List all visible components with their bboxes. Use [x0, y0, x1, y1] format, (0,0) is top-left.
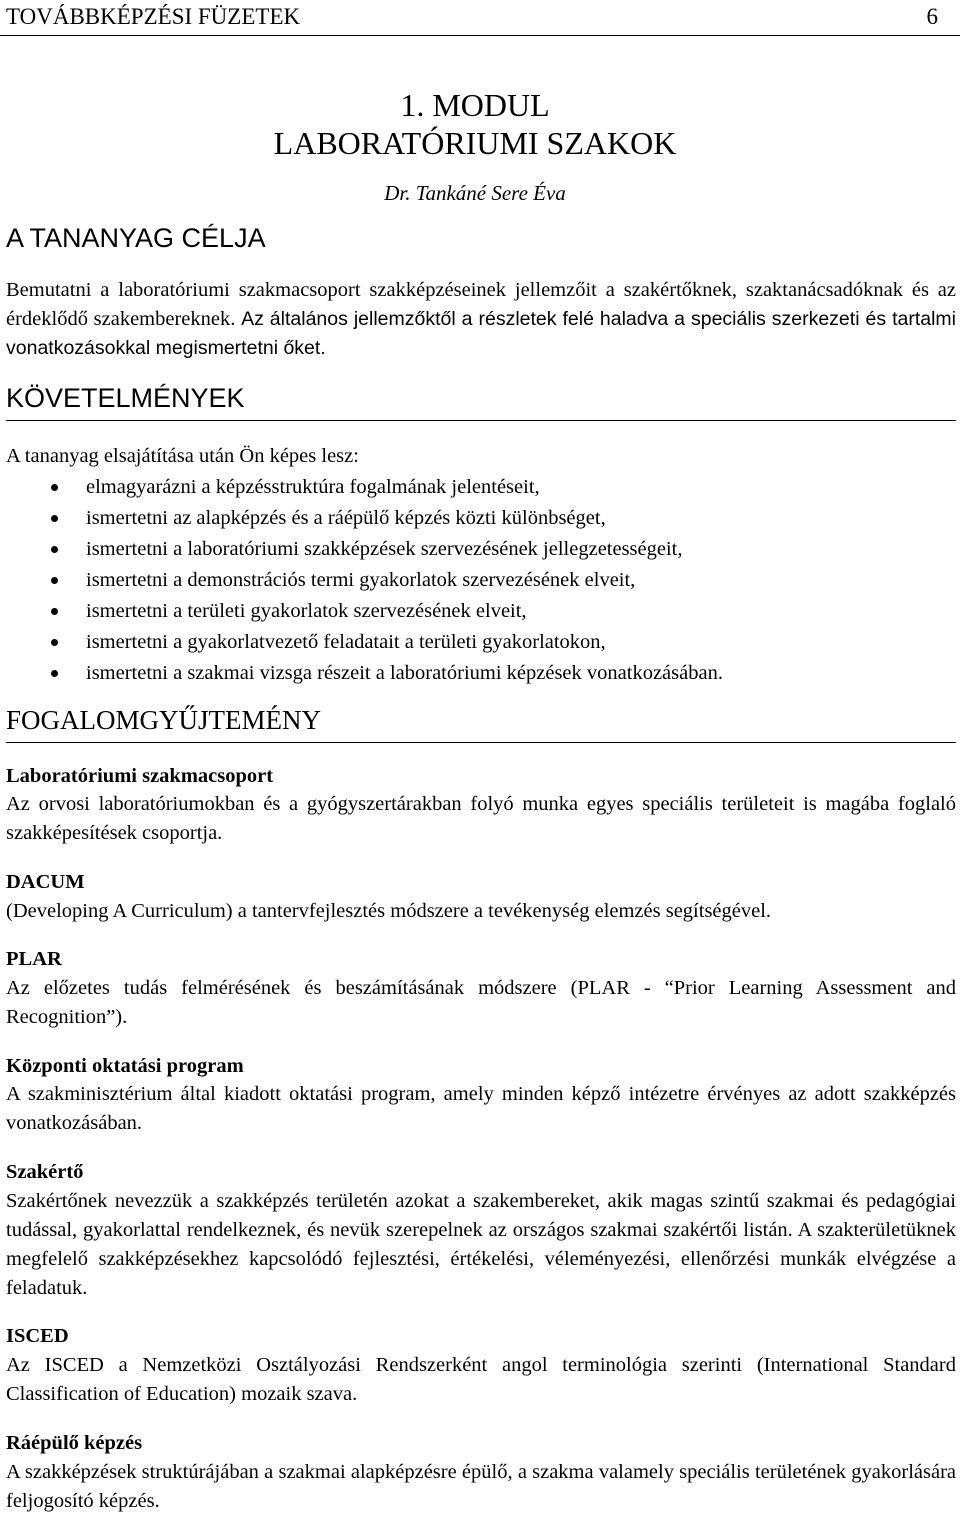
- list-item-text: ismertetni a laboratóriumi szakképzések szervezésének jellegzetességeit,: [86, 538, 683, 560]
- list-item: [0, 534, 960, 565]
- bullet-icon: [51, 670, 58, 677]
- bullet-icon: [51, 484, 58, 491]
- glossary-term: Központi oktatási program: [6, 1055, 244, 1077]
- glossary-definition: A szakminisztérium által kiadott oktatási program, amely minden képző intézetre érvényes az adott szakképzés vonatkozásában.: [6, 1083, 956, 1134]
- glossary-definition: Az orvosi laboratóriumokban és a gyógyszertárakban folyó munka egyes speciális területeit is magába foglaló szakképesítések csoportja.: [6, 793, 956, 844]
- bullet-icon: [51, 577, 58, 584]
- list-item: [0, 596, 960, 627]
- glossary-definition: Az ISCED a Nemzetközi Osztályozási Rendszerként angol terminológia szerinti (International Standard Classification of Education) mozaik szava.: [6, 1354, 956, 1405]
- author: Dr. Tankáné Sere Éva: [384, 181, 566, 205]
- bullet-icon: [51, 515, 58, 522]
- page-number: 6: [926, 4, 938, 29]
- glossary-term: Laboratóriumi szakmacsoport: [6, 765, 274, 787]
- glossary-term: DACUM: [6, 871, 85, 893]
- running-header-title: TOVÁBBKÉPZÉSI FÜZETEK: [6, 4, 301, 29]
- list-item-text: ismertetni a gyakorlatvezető feladatait a területi gyakorlatokon,: [86, 631, 606, 653]
- requirements-heading: KÖVETELMÉNYEK: [6, 382, 956, 421]
- bullet-icon: [51, 639, 58, 646]
- bullet-icon: [51, 546, 58, 553]
- list-item-text: ismertetni az alapképzés és a ráépülő képzés közti különbséget,: [86, 507, 606, 529]
- glossary-term: ISCED: [6, 1325, 69, 1347]
- glossary-definition: Szakértőnek nevezzük a szakképzés területén azokat a szakembereket, akik magas szintű szakmai és pedagógiai tudással, gyakorlattal rendelkeznek, és nevük szerepelnek az országos szakmai szakértői listán. A szakterületüknek megfelelő szakképzésekhez kapcsolódó fejlesztési, értékelési, véleményezési, ellenőrzési munkák elvégzése a feladatuk.: [6, 1190, 956, 1299]
- list-item-text: elmagyarázni a képzésstruktúra fogalmának jelentéseit,: [86, 476, 540, 498]
- header-rule: [0, 35, 960, 36]
- glossary-term: Ráépülő képzés: [6, 1432, 143, 1454]
- aim-paragraph: [6, 276, 956, 363]
- aim-text-sans: Az általános jellemzőktől a részletek felé haladva a speciális szerkezeti és tartalmi vonatkozásokkal megismertetni őket.: [6, 308, 956, 359]
- list-item: [0, 503, 960, 534]
- list-item-text: ismertetni a demonstrációs termi gyakorlatok szervezésének elveit,: [86, 569, 636, 591]
- module-title: LABORATÓRIUMI SZAKOK: [273, 125, 677, 161]
- glossary-definition: Az előzetes tudás felmérésének és beszámításának módszere (PLAR - “Prior Learning Assessment and Recognition”).: [6, 977, 956, 1028]
- glossary-definition: (Developing A Curriculum) a tantervfejlesztés módszere a tevékenység elemzés segítségével.: [6, 900, 772, 922]
- list-item-text: ismertetni a szakmai vizsga részeit a laboratóriumi képzések vonatkozásában.: [86, 662, 723, 684]
- glossary-term: PLAR: [6, 948, 62, 970]
- requirements-intro: A tananyag elsajátítása után Ön képes lesz:: [6, 445, 359, 467]
- list-item-text: ismertetni a területi gyakorlatok szervezésének elveit,: [86, 600, 527, 622]
- requirements-list: [0, 472, 960, 689]
- list-item: [0, 627, 960, 658]
- glossary-definition: A szakképzések struktúrájában a szakmai alapképzésre épülő, a szakma valamely speciális területének gyakorlására feljogosító képzés.: [6, 1461, 956, 1512]
- glossary-heading: FOGALOMGYŰJTEMÉNY: [6, 704, 956, 743]
- module-number: 1. MODUL: [400, 87, 550, 123]
- list-item: [0, 658, 960, 689]
- glossary-term: Szakértő: [6, 1161, 84, 1183]
- bullet-icon: [51, 608, 58, 615]
- list-item: [0, 565, 960, 596]
- aim-heading: A TANANYAG CÉLJA: [6, 223, 266, 253]
- running-header: [6, 3, 938, 31]
- list-item: [0, 472, 960, 503]
- aim-text-serif: Bemutatni a laboratóriumi szakmacsoport szakképzéseinek jellemzőit a szakértőknek, szaktanácsadóknak és az érdeklődő szakembereknek.: [6, 279, 956, 330]
